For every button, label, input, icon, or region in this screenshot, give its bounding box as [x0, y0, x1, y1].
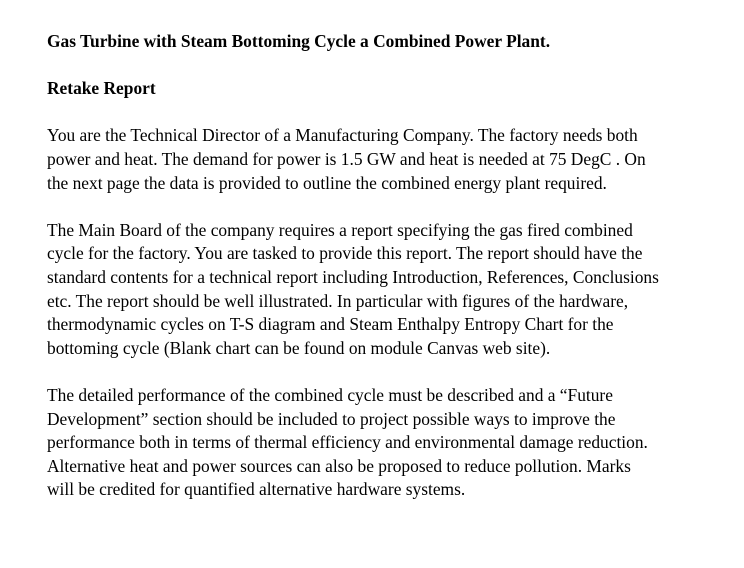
paragraph-line: etc. The report should be well illustrated. In particular with figures of the hardware, [47, 290, 629, 311]
paragraph-line: performance both in terms of thermal efficiency and environmental damage reduction. [47, 432, 648, 453]
paragraph-requirements [47, 219, 737, 361]
paragraph-line: thermodynamic cycles on T-S diagram and Steam Enthalpy Entropy Chart for the [47, 314, 614, 335]
paragraph-line: Alternative heat and power sources can also be proposed to reduce pollution. Marks [47, 455, 631, 476]
paragraph-intro [47, 124, 737, 195]
paragraph-line: the next page the data is provided to outline the combined energy plant required. [47, 172, 607, 193]
paragraph-line: bottoming cycle (Blank chart can be found on module Canvas web site). [47, 337, 551, 358]
document-page [47, 30, 737, 525]
paragraph-line: You are the Technical Director of a Manufacturing Company. The factory needs both [47, 125, 638, 146]
paragraph-line: cycle for the factory. You are tasked to provide this report. The report should have the [47, 243, 643, 264]
paragraph-performance [47, 384, 737, 502]
paragraph-line: power and heat. The demand for power is 1.5 GW and heat is needed at 75 DegC . On [47, 148, 646, 169]
paragraph-line: The detailed performance of the combined cycle must be described and a “Future [47, 384, 613, 405]
paragraph-line: Development” section should be included to project possible ways to improve the [47, 408, 616, 429]
paragraph-line: The Main Board of the company requires a report specifying the gas fired combined [47, 219, 633, 240]
paragraph-line: will be credited for quantified alternative hardware systems. [47, 479, 466, 500]
document-title: Gas Turbine with Steam Bottoming Cycle a Combined Power Plant. [47, 31, 551, 51]
document-subtitle: Retake Report [47, 78, 156, 99]
paragraph-line: standard contents for a technical report including Introduction, References, Conclusions [47, 266, 659, 287]
